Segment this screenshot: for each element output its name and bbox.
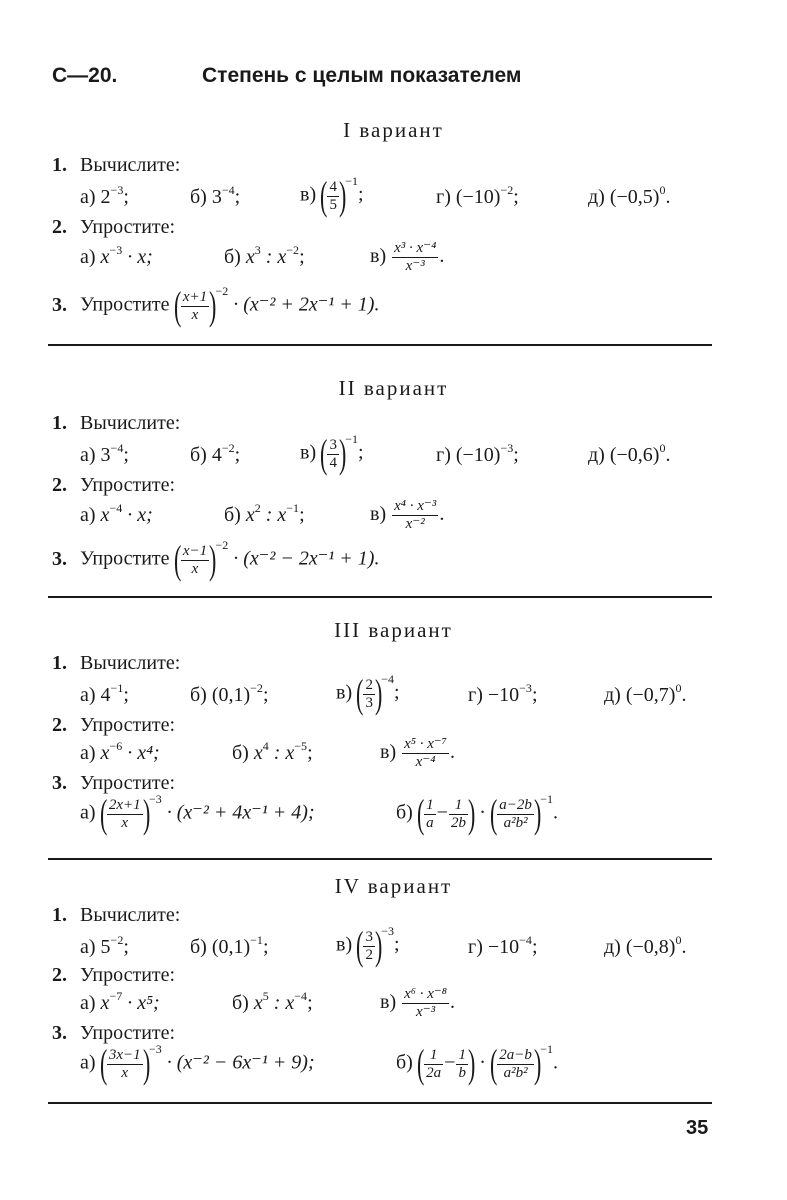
divider	[48, 344, 712, 346]
task-number: 1.	[52, 154, 67, 176]
task-3-heading: 3. Упростите:	[52, 1022, 176, 1044]
task-2-items	[0, 982, 787, 1026]
simp-b: б) $x^3$ : $x^{-2}$;	[224, 243, 305, 268]
calc-v: в) ( $\frac{3}{4}$ )$^{-1}$;	[300, 431, 364, 476]
task-1-items	[0, 671, 787, 716]
task-3-items	[0, 1041, 787, 1094]
divider	[48, 596, 712, 598]
task-1-heading	[52, 154, 180, 177]
task-2-heading: 2. Упростите:	[52, 714, 176, 736]
divider	[48, 858, 712, 860]
calc-b: б) $(0,1)^{-2}$;	[190, 681, 269, 706]
calc-b: б) $(0,1)^{-1}$;	[190, 933, 269, 958]
simp-v: в) $\frac{\text{x⁴ · x⁻³}}{\text{x⁻²}}$ .	[370, 498, 445, 532]
task-1-heading: 1. Вычислите:	[52, 904, 181, 926]
simp-a: а) $x^{-6} \cdot x^4$;	[80, 739, 160, 764]
calc-d: д) $(-0,5)^0$.	[588, 183, 671, 208]
simp-a: а) $x^{-7} \cdot x^5$;	[80, 989, 160, 1014]
task-1-items	[0, 431, 787, 478]
task-3-items	[0, 791, 787, 844]
calc-a: а) $2^{-3}$;	[80, 183, 129, 208]
section-title: Степень с целым показателем	[202, 64, 522, 87]
task-2-items	[0, 732, 787, 776]
calc-v: в) ( $\frac{2}{3}$ )$^{-4}$;	[336, 671, 400, 716]
variant-title: I вариант	[343, 118, 444, 142]
simp-b: б) $x^5$ : $x^{-4}$;	[232, 989, 313, 1014]
task-1-items	[0, 173, 787, 220]
task-1-heading: 1. Вычислите:	[52, 652, 181, 674]
calc-d: д) $(-0,6)^0$.	[588, 441, 671, 466]
task-2-heading: 2. Упростите:	[52, 474, 176, 496]
calc-d: д) $(-0,7)^0$.	[604, 681, 687, 706]
divider	[48, 1102, 712, 1104]
calc-b: б) $4^{-2}$;	[190, 441, 241, 466]
task-1-items	[0, 923, 787, 968]
simp-v: в) $\frac{\text{x³ · x⁻⁴}}{\text{x⁻³}}$ .	[370, 240, 445, 274]
task-2-items	[0, 494, 787, 538]
variant-title: II вариант	[338, 376, 449, 400]
calc-a: а) $4^{-1}$;	[80, 681, 129, 706]
calc-g: г) $(-10)^{-2}$;	[436, 183, 519, 208]
calc-v: в) ( $\frac{4}{5}$ )$^{-1}$;	[300, 173, 364, 218]
task-text: Вычислите:	[80, 154, 181, 176]
simp-b: б) $x^4$ : $x^{-5}$;	[232, 739, 313, 764]
ex3-b: б) ( $\frac{1}{a}$ − $\frac{1}{2b}$ ) · ( $\frac{a-2b}{\text{a²b²}}$ )$^{-1}$.	[396, 791, 559, 836]
page-number: 35	[686, 1117, 709, 1139]
calc-g: $г) -10^{-4}$;	[468, 933, 538, 958]
calc-a: а) $5^{-2}$;	[80, 933, 129, 958]
calc-g: $г) -10^{-3}$;	[468, 681, 538, 706]
section-code: С—20.	[52, 64, 118, 87]
task-2-items	[0, 236, 787, 280]
variant-title: IV вариант	[334, 874, 453, 898]
calc-v: в) ( $\frac{3}{2}$ )$^{-3}$;	[336, 923, 400, 968]
task-2-heading: 2. Упростите:	[52, 216, 176, 238]
ex3-a: а) ( $\frac{3x-1}{x}$ )$^{-3}$ · (x⁻² − 6x⁻¹ + 9);	[80, 1041, 315, 1086]
calc-d: д) $(-0,8)^0$.	[604, 933, 687, 958]
task-3: 3. Упростите ( $\frac{x-1}{x}$ )$^{-2}$ · (x⁻² − 2x⁻¹ + 1).	[52, 537, 380, 582]
simp-a: а) $x^{-4} \cdot x$;	[80, 501, 153, 526]
task-3: 3. Упростите ( $\frac{x+1}{x}$ )$^{-2}$ · (x⁻² + 2x⁻¹ + 1).	[52, 283, 380, 328]
simp-a: а) $x^{-3} \cdot x$;	[80, 243, 153, 268]
simp-b: б) $x^2$ : $x^{-1}$;	[224, 501, 305, 526]
task-2-heading: 2. Упростите:	[52, 964, 176, 986]
ex3-b: б) ( $\frac{1}{2a}$ − $\frac{1}{b}$ ) · ( $\frac{2a-b}{\text{a²b²}}$ )$^{-1}$.	[396, 1041, 559, 1086]
simp-v: в) $\frac{\text{x⁶ · x⁻⁸}}{\text{x⁻³}}$ .	[380, 986, 456, 1020]
calc-g: г) $(-10)^{-3}$;	[436, 441, 519, 466]
variant-title: III вариант	[334, 618, 453, 642]
simp-v: в) $\frac{\text{x⁵ · x⁻⁷}}{\text{x⁻⁴}}$ .	[380, 736, 456, 770]
calc-a: а) $3^{-4}$;	[80, 441, 129, 466]
task-1-heading: 1. Вычислите:	[52, 412, 181, 434]
task-3-heading: 3. Упростите:	[52, 772, 176, 794]
ex3-a: а) ( $\frac{2x+1}{x}$ )$^{-3}$ · (x⁻² + 4x⁻¹ + 4);	[80, 791, 315, 836]
calc-b: б) $3^{-4}$;	[190, 183, 241, 208]
